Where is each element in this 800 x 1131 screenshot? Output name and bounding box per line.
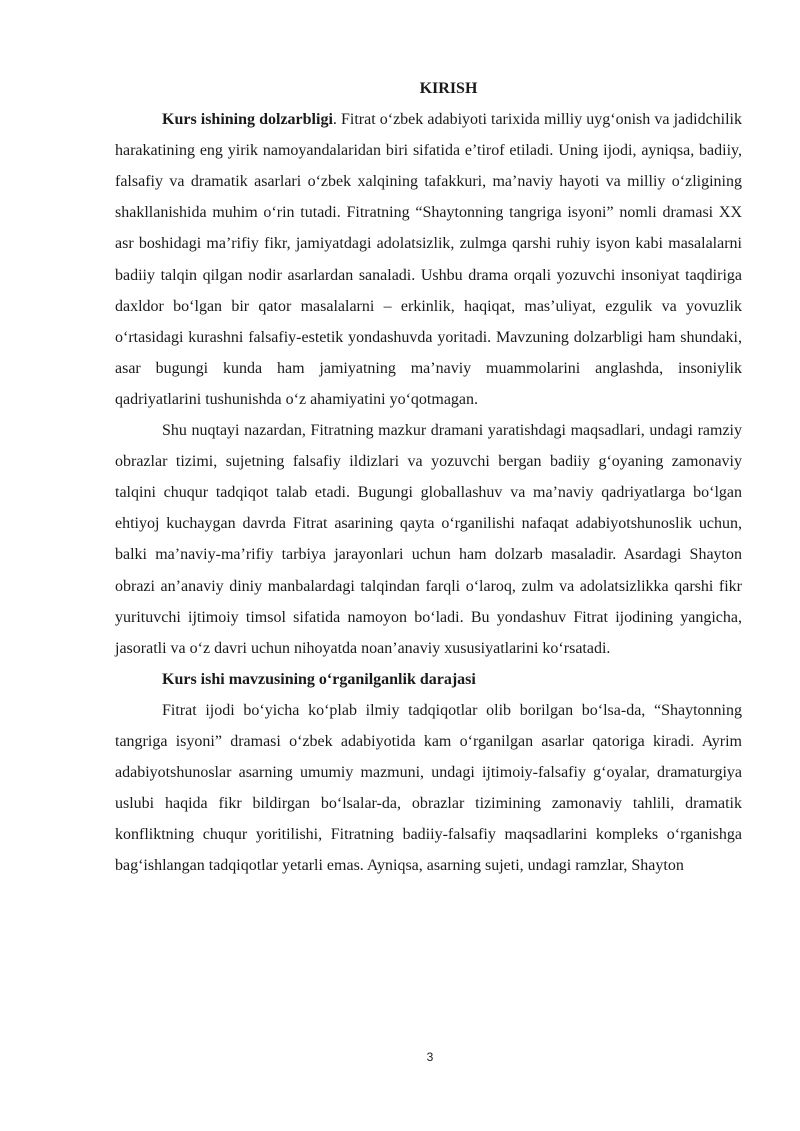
paragraph-study-level: Fitrat ijodi bo‘yicha ko‘plab ilmiy tadqiqotlar olib borilgan bo‘lsa-da, “Shaytonning tangriga isyoni” dramasi o‘zbek adabiyotida kam o‘rganilgan asarlar qatoriga kiradi. Ayrim adabiyotshunoslar asarning umumiy mazmuni, undagi ijtimoiy-falsafiy g‘oyalar, dramaturgiya uslubi haqida fikr bildirgan bo‘lsalar-da, obrazlar tizimining zamonaviy tahlili, dramatik konfliktning chuqur yoritilishi, Fitratning badiiy-falsafiy maqsadlarini kompleks o‘rganishga bag‘ishlangan tadqiqotlar yetarli emas. Ayniqsa, asarning sujeti, undagi ramzlar, Shayton — [115, 701, 742, 875]
document-page — [115, 73, 742, 881]
paragraph-perspective: Shu nuqtayi nazardan, Fitratning mazkur dramani yaratishdagi maqsadlari, undagi ramziy obrazlar tizimi, sujetning falsafiy ildizlari va yozuvchi bergan badiiy g‘oyaning zamonaviy talqini chuqur tadqiqot talab etadi. Bugungi globallashuv va ma’naviy qadriyatlarga bo‘lgan ehtiyoj kuchaygan davrda Fitrat asarining qayta o‘rganilishi nafaqat adabiyotshunoslik uchun, balki ma’naviy-ma’rifiy tarbiya jarayonlari uchun ham dolzarb masaladir. Asardagi Shayton obrazi an’anaviy diniy manbalardagi talqindan farqli o‘laroq, zulm va adolatsizlikka qarshi fikr yurituvchi ijtimoiy timsol sifatida namoyon bo‘ladi. Bu yondashuv Fitrat ijodining yangicha, jasoratli va o‘z davri uchun nihoyatda noan’anaviy xususiyatlarini ko‘rsatadi. — [115, 422, 742, 657]
paragraph-relevance — [115, 104, 742, 415]
relevance-text: . Fitrat o‘zbek adabiyoti tarixida milliy uyg‘onish va jadidchilik harakatining eng yirik namoyandalaridan biri sifatida e’tirof etiladi. Uning ijodi, ayniqsa, badiiy, falsafiy va dramatik asarlari o‘zbek xalqining tafakkuri, ma’naviy hayoti va milliy o‘zligining shakllanishida muhim o‘rin tutadi. Fitratning “Shaytonning tangriga isyoni” nomli dramasi XX asr boshidagi ma’rifiy fikr, jamiyatdagi adolatsizlik, zulmga qarshi ruhiy isyon kabi masalalarni badiiy talqin qilgan nodir asarlardan sanaladi. Ushbu drama orqali yozuvchi insoniyat taqdiriga daxldor bo‘lgan bir qator masalalarni – erkinlik, haqiqat, mas’uliyat, ezgulik va yovuzlik o‘rtasidagi kurashni falsafiy-estetik yondashuvda yoritadi. Mavzuning dolzarbligi ham shundaki, asar bugungi kunda ham jamiyatning ma’naviy muammolarini anglashda, insoniylik qadriyatlarini tushunishda o‘z ahamiyatini yo‘qotmagan. — [115, 111, 743, 408]
section-heading-study-level: Kurs ishi mavzusining o‘rganilganlik darajasi — [162, 670, 476, 688]
page-number: 3 — [426, 1050, 434, 1064]
page-title: KIRISH — [419, 80, 478, 97]
relevance-lead: Kurs ishining dolzarbligi — [162, 111, 333, 129]
